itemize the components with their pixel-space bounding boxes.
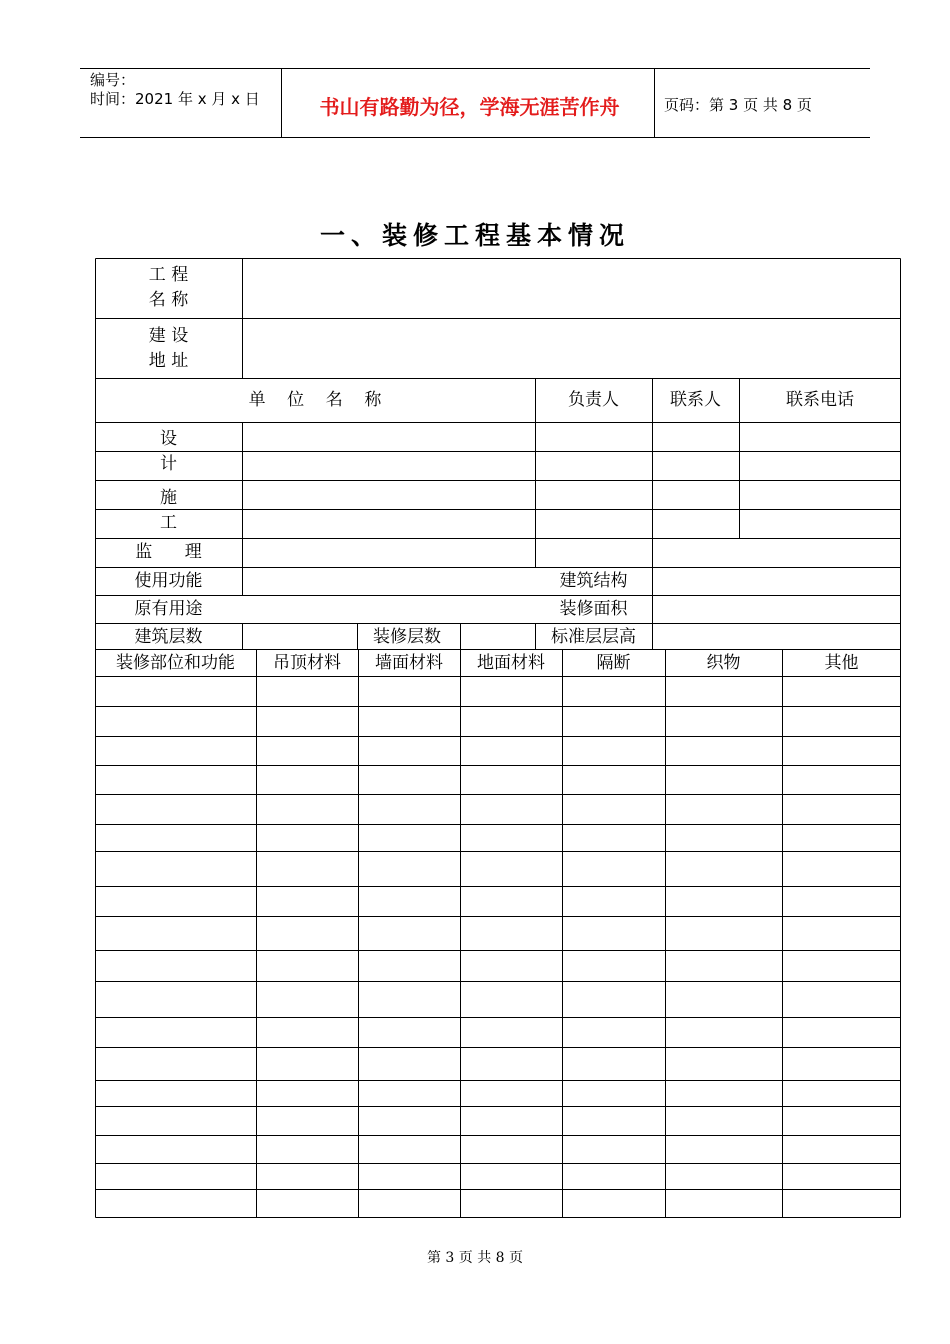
- supervision-label: 监 理: [135, 542, 202, 562]
- page-footer: 第 3 页 共 8 页: [426, 1250, 524, 1266]
- decoration-area-label: 装修面积: [559, 599, 628, 619]
- use-function-label: 使用功能: [134, 571, 203, 591]
- time-label: 时间：2021 年 x 月 x 日: [90, 90, 260, 108]
- col-header-floor: 地面材料: [477, 653, 545, 673]
- header-divider: [281, 69, 282, 137]
- project-info-table: [95, 258, 901, 1218]
- contact-phone-header: 联系电话: [786, 390, 854, 410]
- header-motto: 书山有路勤为径，学海无涯苦作舟: [319, 95, 620, 119]
- original-use-label: 原有用途: [134, 599, 203, 619]
- col-header-partition: 隔断: [596, 653, 631, 673]
- unit-name-header: 单 位 名 称: [248, 390, 382, 410]
- build-address-label: 建 设 地 址: [148, 326, 189, 371]
- col-header-fabric: 织物: [706, 653, 741, 673]
- header-meta: [90, 71, 260, 109]
- document-header: [80, 68, 870, 138]
- building-floors-label: 建筑层数: [134, 627, 203, 647]
- project-name-label: 工 程 名 称: [148, 265, 189, 310]
- header-page-number: 页码：第 3 页 共 8 页: [664, 96, 812, 114]
- construction-label: 施 工: [160, 488, 177, 533]
- person-in-charge-header: 负责人: [568, 390, 619, 410]
- number-label: 编号：: [90, 71, 136, 89]
- building-structure-label: 建筑结构: [559, 571, 628, 591]
- decoration-floors-label: 装修层数: [373, 627, 441, 647]
- contact-person-header: 联系人: [670, 390, 721, 410]
- col-header-wall: 墙面材料: [375, 653, 443, 673]
- section-title: 一、装修工程基本情况: [319, 221, 630, 250]
- standard-floor-height-label: 标准层层高: [551, 627, 636, 647]
- col-header-location: 装修部位和功能: [116, 653, 235, 673]
- design-label: 设 计: [160, 429, 177, 474]
- col-header-other: 其他: [824, 653, 859, 673]
- col-header-ceiling: 吊顶材料: [273, 653, 341, 673]
